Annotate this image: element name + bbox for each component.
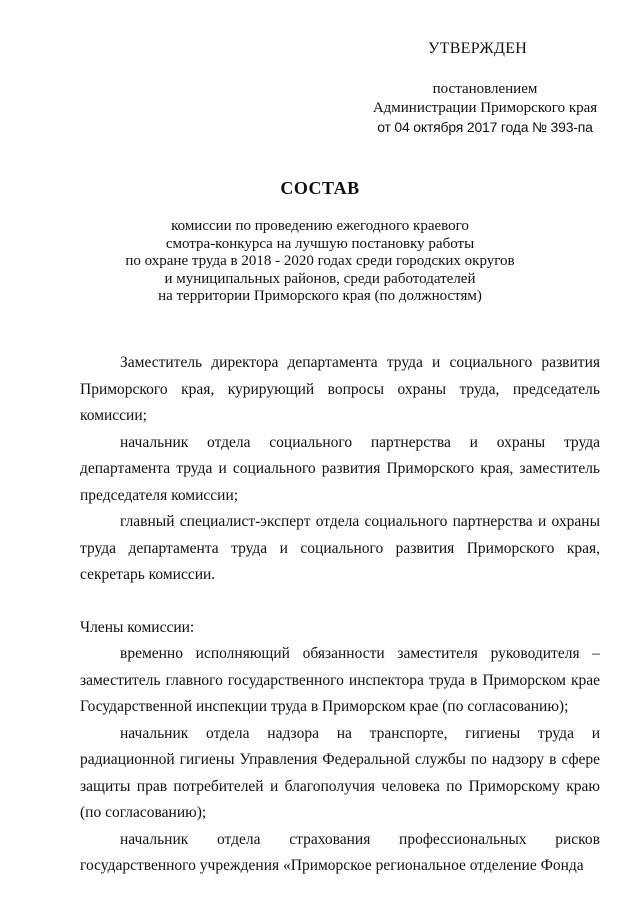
approval-line-2: Администрации Приморского края <box>372 100 598 116</box>
subtitle-line: смотра-конкурса на лучшую постановку работы <box>165 235 475 252</box>
chairman-paragraph: Заместитель директора департамента труда и социального развития Приморского края, курирующий вопросы охраны труда, председатель комиссии; <box>80 354 600 424</box>
subtitle-line: по охране труда в 2018 - 2020 годах среди городских округов <box>125 253 515 269</box>
document-title: СОСТАВ <box>280 178 360 198</box>
subtitle-line: на территории Приморского края (по должностям) <box>158 288 482 304</box>
member-paragraph: начальник отдела надзора на транспорте, гигиены труда и радиационной гигиены Управления Федеральной службы по надзору в сфере защиты прав потребителей и благополучия человека по Приморскому краю (по согласованию); <box>80 724 600 821</box>
subtitle-line: и муниципальных районов, среди работодателей <box>164 270 476 287</box>
approval-line-1: постановлением <box>432 81 538 97</box>
member-paragraph: временно исполняющий обязанности заместителя руководителя – заместитель главного государственного инспектора труда в Приморском крае Государственной инспекции труда в Приморском крае (по согласованию); <box>80 645 600 715</box>
member-paragraph: начальник отдела страхования профессиональных рисков государственного учреждения «Приморское региональное отделение Фонда <box>80 830 600 874</box>
approval-stamp: УТВЕРЖДЕН <box>428 40 528 57</box>
subtitle-line: комиссии по проведению ежегодного краевого <box>171 218 469 234</box>
approval-date: от 04 октября 2017 года № 393-па <box>377 119 593 135</box>
members-heading: Члены комиссии: <box>80 618 195 636</box>
deputy-chairman-paragraph: начальник отдела социального партнерства и охраны труда департамента труда и социального развития Приморского края, заместитель председателя комиссии; <box>80 433 600 504</box>
secretary-paragraph: главный специалист-эксперт отдела социального партнерства и охраны труда департамента труда и социального развития Приморского края, секретарь комиссии. <box>80 513 600 583</box>
document-body <box>80 350 600 880</box>
document-subtitle <box>120 218 520 306</box>
approval-block <box>360 80 610 137</box>
